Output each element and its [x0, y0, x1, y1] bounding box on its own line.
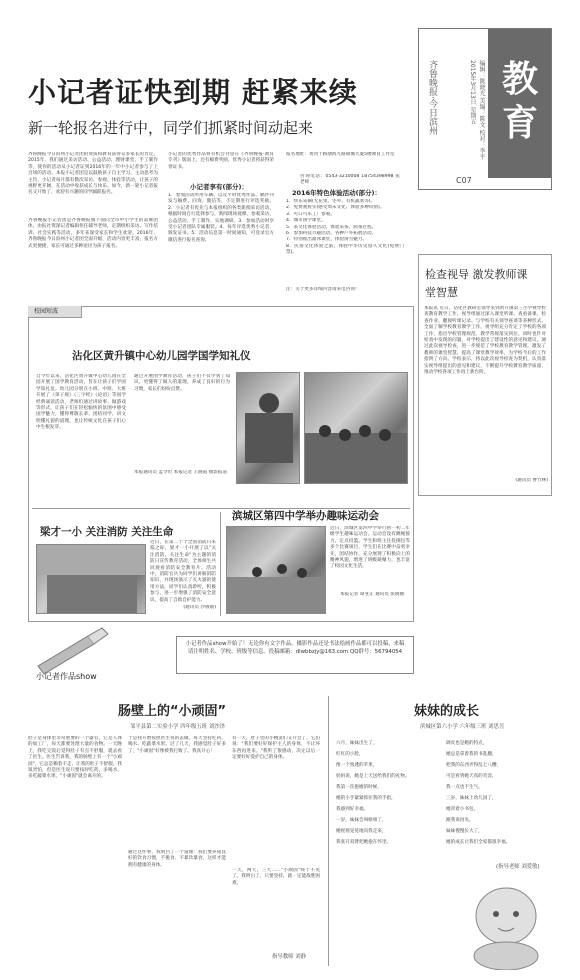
poem-line: 她总是拿着我的书乱翻，: [446, 752, 497, 757]
campus-story1-credit: 本报通讯员 孟令坦 本报记者 王晓霞 摄影报道: [134, 470, 228, 475]
poem-line: 三岁，妹妹上幼儿园了，: [446, 796, 497, 801]
campus-tag: [28, 306, 82, 318]
essay2-poem-col1: [336, 738, 440, 964]
story1-note: 注：关于更多详细内容请来电咨询！: [286, 287, 360, 292]
baby-illustration: [448, 876, 552, 970]
page-number: C07: [456, 176, 472, 185]
campus-story3-text: 近日，滨城区第四中学举行初一初二年级学生趣味运动会。运动会设有跳绳接力、定点投篮、学生和班主任投掷包等多个比赛项目，学生们在比赛中奋勇争先，团结协作，充分展现了积极向上的精神风貌，增进了班级凝聚力，也丰富了校园文化生活。: [330, 526, 410, 570]
meta-art: 美编：陈文: [478, 97, 485, 128]
essay1-title: 肠壁上的“小顽固”: [118, 704, 227, 719]
news-right-title: 检查视导 激发教师课堂智慧: [425, 268, 528, 299]
story1-col2-head: 小记者享有(部分)：: [190, 183, 248, 191]
essay1-p3: 通过这件事，我明白了一个道理：我们要养成良好的饮食习惯，不挑食、不暴饮暴食，这样才能拥有健康的身体。: [128, 850, 226, 868]
sub-headline: 新一轮报名进行中，同学们抓紧时间动起来: [28, 119, 314, 137]
activity-item: 7．特别推出溜冰课堂，体验滑雪魅力。: [286, 237, 368, 243]
campus-story1-text2: 通过开展国学教育活动，孩子们不仅学到了知识，更懂得了做人的道理，养成了良好的行为习惯，家长们纷纷点赞。: [134, 374, 230, 392]
campus-story3-title: 滨城区第四中学举办趣味运动会: [232, 510, 379, 522]
activity-item: 6．参加科技兴趣活动、各种户外拓展活动。: [286, 231, 377, 237]
poem-line: 我一点也不生气。: [446, 785, 483, 790]
poem-line: 像一个熟透的苹果，: [336, 763, 378, 768]
campus-story3-credit: 本报记者 谭亚正 通讯员 张晓丽: [340, 592, 405, 597]
poem-line: 可是看到她天真的笑容，: [446, 774, 497, 779]
photo-kindergarten-1: [236, 372, 300, 484]
essay1-p2: 于是我开始按照医生说的去做，每天坚持吃药、喝水、吃蔬菜水果。过了几天，我感觉肚子好多了，"小顽固"好像被我打败了。我真开心！: [128, 736, 226, 754]
story1-col1: 齐鲁晚报今日滨州小记者团的资质和教育获得众多家长的肯定。2015年，我们通过采访活动、公益活动、理财课堂、手工制作等，使你的活动从小记者证到2016年的一年中小记者参与了上百场的活动。本报小记者团是以鼓励孩子自主学习、主动思考为主旨，小记者每月都有数次采访、参观、体验等活动，让孩子的视野更开阔，在活动中收获成长与快乐。如今，新一轮小记者报名又开始了，欢迎有兴趣的同学踊跃报名。: [28, 152, 158, 196]
story1-col1b: 齐鲁晚报小记者团是齐鲁晚报旗下面向全市中小学生的品牌团体，由报社资深记者编辑担任辅导老师，定期组织采访、写作培训、社会实践等活动，多年来深受家长和学生欢迎。2016年，齐鲁晚报今日滨州小记者团全面升级，活动内容更丰富，报名方式更便捷，家长可通过多种途径为孩子报名。: [28, 218, 158, 249]
campus-story2-text: 近日，在第二十个全国消防日来临之际，梁才一小开展了以"关注消防，关注生命"为主题的消防日宣传教育活动，全体师生共同观看消防安全教育片。活动中，消防官兵为同学们讲解消防知识，并现场演示了灭火器的使用方法，同学们认真聆听，积极参与，进一步增强了消防安全意识，提高了自救自护能力。: [150, 540, 216, 603]
photo-sports-meet-art: [227, 527, 326, 614]
essay-divider: [328, 696, 329, 966]
photo-fire-drill: [36, 544, 146, 614]
works-show-label: 小记者作品show: [36, 672, 97, 681]
pencil-icon: [28, 626, 168, 676]
section-title: 教育: [501, 59, 538, 144]
story1-col2b: 1．参加活动所用车辆、以及平时优秀作品、稿件刊发与稿费、问询、微信等，不定期进行评选奖励。2．小记者有优先与本报组织的各类新闻采访活动，根据时间自行选择参与，新闻现场观摩、参观采访、公益活动、手工制作、实地调研。3．参加活动时享受小记者团队专属服装。4．每年评选优秀小记者，颁发证书。5．活动信息第一时间通知，可登录官方微信进行报名查询。: [168, 193, 274, 243]
activity-item: 2．免费观看实(感受周末文化、体验多种风情)。: [286, 205, 385, 211]
poem-line: 六月，妹妹出生了，: [336, 741, 378, 746]
essay1-p5: 一天，两天，三天……"小顽固"终于不见了。我明白了，只要坚持，就一定能战胜困难。: [232, 868, 320, 886]
poem-line: 一岁，妹妹会叫姐姐了，: [336, 818, 387, 823]
poem-line: 我感到好幸福。: [336, 807, 369, 812]
photo-fire-drill-art: [37, 545, 146, 614]
poem-line: 把我的东西弄得乱七八糟，: [446, 763, 502, 768]
poem-line: 妹妹慢慢长大了，: [446, 829, 483, 834]
photo-sports-meet: [226, 526, 326, 614]
essay1-author: 邹平县第二实验小学 四年级五班 刘沙泽: [130, 724, 226, 730]
works-show-label-box: [28, 626, 170, 686]
photo-kindergarten-1-art: [237, 373, 300, 484]
essay1-teacher: 指导教师 刘静: [272, 954, 307, 960]
story1-address: 报名地址：黄河十路渤海九路锦城大厦5楼教育工作室: [286, 152, 395, 157]
essay1-p4: 有一天，肚子里的小精灵们又开会了，它们说："我们要好好保护主人的身体，不让坏东西再进来。"我听了很感动，决定以后一定要好好爱护自己的身体。: [232, 736, 320, 761]
poem-line: 她背着小书包，: [446, 807, 479, 812]
activity-item: 8．民俗文化体验之旅，体验中华历史悠久文化(免费门票)。: [286, 243, 404, 256]
poem-line: 调皮也是她的特点，: [446, 741, 488, 746]
activity-item: 1．快乐采摘(无花果、冬枣、有机蔬菜等)。: [286, 199, 376, 204]
activity-item: 5．茶文化体验活动，体验采茶、制茶过程。: [286, 224, 377, 230]
poem-line: 跟我说再见。: [446, 818, 474, 823]
paper-name-vertical: 齐鲁晚报·今日滨州: [427, 60, 437, 135]
poem-line: 她的成长让我们全家都很幸福。: [446, 840, 511, 845]
campus-story2-credit: (通讯员 沙敬敬): [183, 605, 216, 610]
photo-kindergarten-2: [304, 372, 408, 484]
story1-activity-list: [286, 199, 404, 285]
campus-story1-title: 沾化区黄升镇中心幼儿园学国学知礼仪: [72, 350, 251, 362]
poem-line: 她摇摇晃晃地向我走来，: [336, 829, 387, 834]
essay2-author: 滨城区第六小学 六年级三班 刘思昱: [420, 724, 505, 730]
activity-item: 3．可口可乐工厂参观。: [286, 211, 335, 217]
headline: 小记者证快到期 赶紧来续: [28, 76, 358, 109]
essay1-p1: 肚子是身体里非常重要的一个器官，它是人体的加工厂，每天都要处理大量的食物。一天晚上，我吃完饭后觉得肚子有点不舒服，就去看了医生。医生告诉我，我的肠壁上有一个"小顽固"，它总是赖着不走，让我的肚子不舒服。我很害怕，但是医生说只要按时吃药，多喝水，多吃蔬菜水果，"小顽固"就会离开的。: [28, 736, 122, 780]
poem-line: 我第一次抱她的时候，: [336, 785, 382, 790]
meta-proof: 校对：李平: [478, 129, 485, 160]
poem-line: 我张开双臂把她抱在怀里。: [336, 840, 392, 845]
news-right-author: (通讯员 曹竹林): [515, 478, 548, 483]
photo-kindergarten-2-art: [305, 373, 408, 484]
poem-line: 她的小手紧紧抓住我的手指，: [336, 796, 396, 801]
activity-item: 4．城市国学课堂。: [286, 218, 326, 224]
campus-divider-v: [220, 512, 221, 616]
news-right-body: 本报讯 近日，沾化区教研室领导来到黄升镇第三小学视导检查教育教学工作。视导组通过深入课堂听课、查看备课、检查作业、翻阅听课记录、与学校有关领导座谈等多种形式，全面了解学校教育教学工作。视导组充分肯定了学校的各项工作，指出学校管理规范、教学常规落实到位。同时也针对检查中发现的问题，对学校提出了建设性的意见和建议。通过此次视导检查，进一步规范了学校教育教学管理，激发了教师的课堂智慧，提高了课堂教学效率，为学校今后的工作指明了方向。学校表示，将以此次视导检查为契机，认真落实视导组提出的意见和建议，不断提升学校教育教学质量，推动学校各项工作再上新台阶。: [424, 306, 546, 376]
meta-editor: 编辑：陈晓光: [478, 60, 485, 96]
campus-story2-title: 梁才一小 关注消防 关注生命: [40, 526, 174, 538]
story1-phone: 咨询电话：0543-3210008 18754398998 张老师: [300, 174, 400, 186]
baby-icon: [448, 876, 552, 970]
story1-col2a: 小记者的优秀作品将有机会刊登在《齐鲁晚报·教育专刊》版面上，还有稿费奖励，优秀小记者将获得荣誉证书。: [168, 152, 274, 170]
story1-col3-head: 2016年特色体验活动(部分)：: [292, 189, 382, 197]
campus-tag-text: 校园短波: [34, 308, 59, 315]
essay2-poem-col2: [446, 738, 552, 858]
header-frame: [418, 28, 552, 190]
poem-line: 妈妈说，她是上天送给我们的礼物。: [336, 774, 410, 779]
poem-line: 红红的小脸，: [336, 752, 364, 757]
essay2-title: 妹妹的成长: [414, 704, 480, 719]
campus-story1-text: 自今年以来，沾化区黄升镇中心幼儿园在全园开展了国学教育活动，旨在让孩子们学国学知礼仪。幼儿园分别在小班、中班、大班开展了《弟子规》《三字经》《论语》等国学经典诵读活动，老师们通过讲故事、做游戏等形式，让孩子们在轻松愉快的氛围中感受国学魅力，懂得尊敬长辈、团结同学、讲文明懂礼貌的道理，也让传统文化在孩子们心中生根发芽。: [36, 374, 126, 431]
works-notice-text: 小记者作品show开始了！无论你有文字作品、摄影作品还是书法绘画作品都可以投稿，来稿请注明姓名、学校、班级等信息。投稿邮箱：dlwbbzjy@163.com QQ群号：56794054: [185, 641, 405, 655]
essay2-teacher: (指导老师 刘爱敏): [496, 864, 540, 870]
meta-date: 2015年3月13日 星期五: [469, 60, 476, 125]
works-notice-box: [176, 636, 414, 674]
